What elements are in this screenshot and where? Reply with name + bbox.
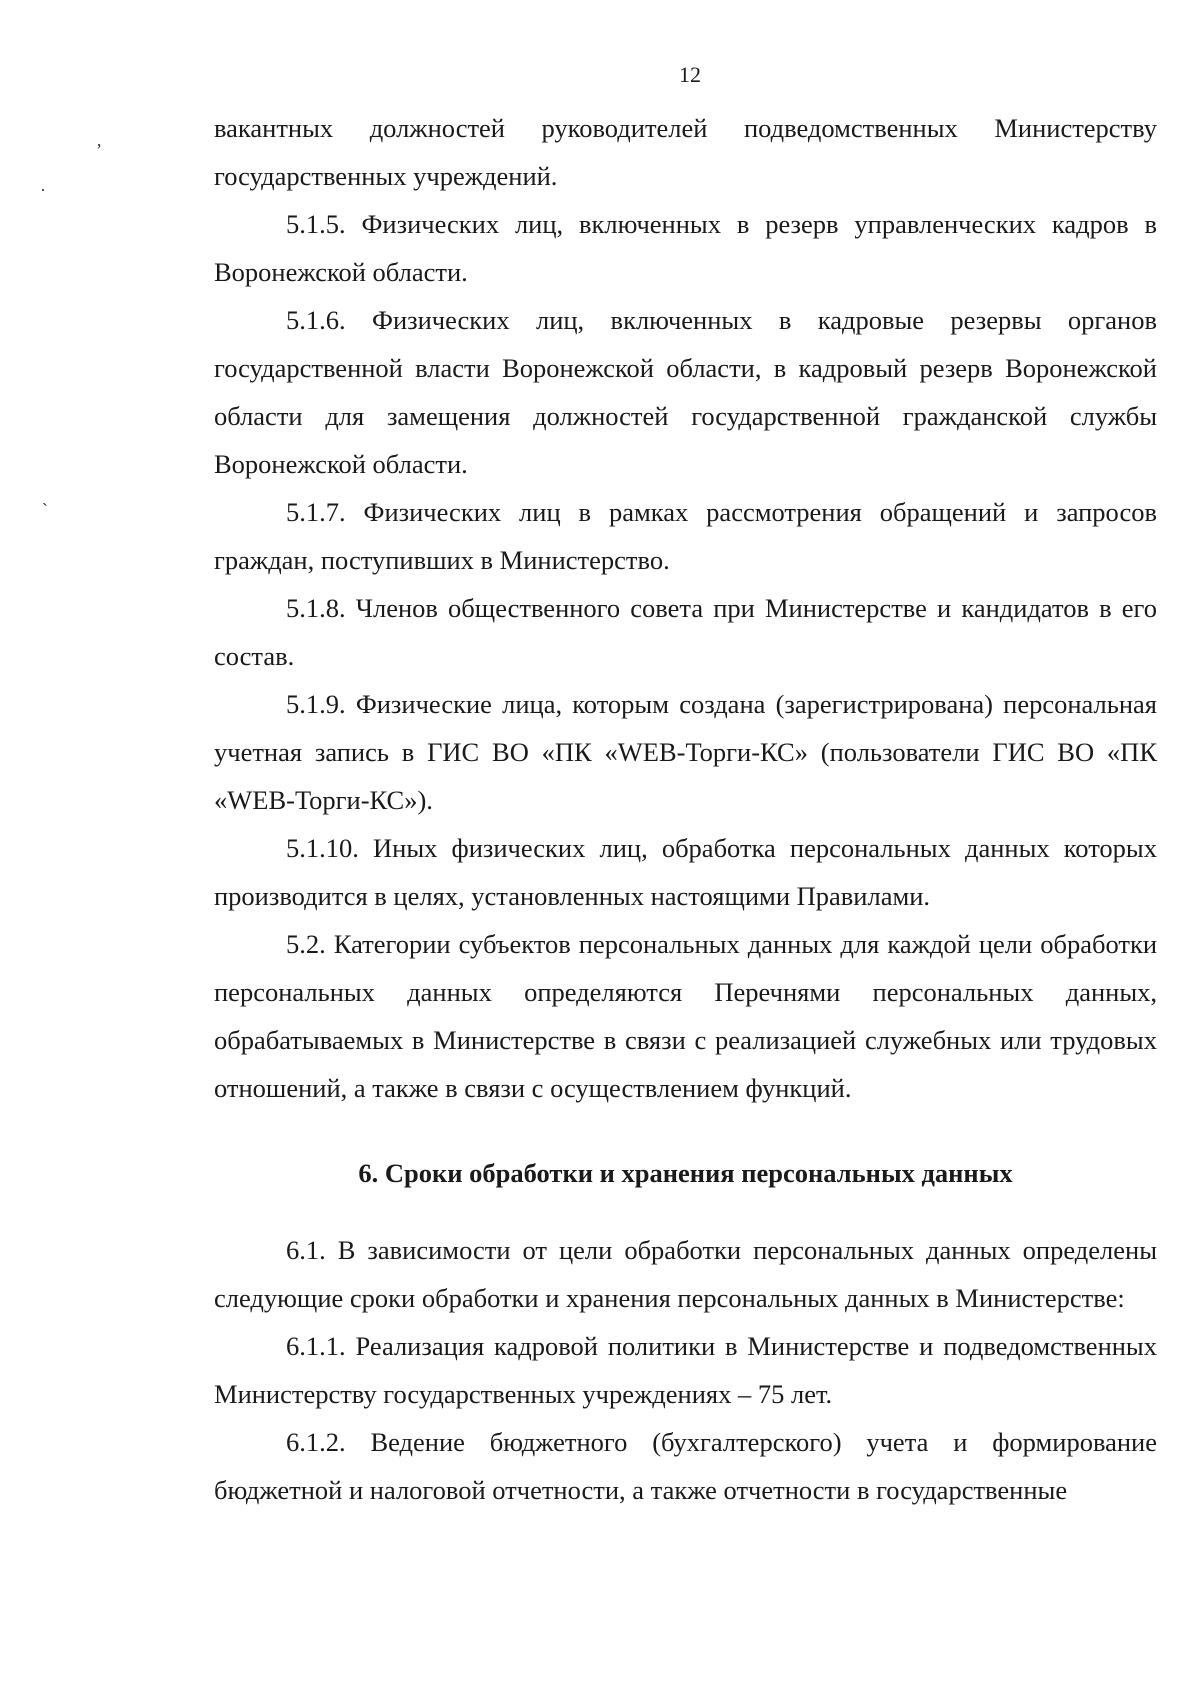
paragraph: 6.1.1. Реализация кадровой политики в Министерстве и подведомственных Министерству государственных учреждениях – 75 лет.	[214, 1331, 1157, 1409]
page-number: 12	[679, 62, 701, 87]
paragraph: 5.1.8. Членов общественного совета при Министерстве и кандидатов в его состав.	[214, 593, 1157, 671]
scan-speck: ʼ	[96, 140, 102, 160]
body-text-before	[214, 104, 1157, 1112]
paragraph: 5.1.9. Физические лица, которым создана (зарегистрирована) персональная учетная запись в ГИС ВО «ПК «WEB-Торги-КС» (пользователи ГИС ВО «ПК «WEB-Торги-КС»).	[214, 689, 1157, 815]
body-text-after	[214, 1226, 1157, 1514]
scan-speck: ·	[40, 180, 46, 200]
paragraph: 5.1.6. Физических лиц, включенных в кадровые резервы органов государственной власти Воронежской области, в кадровый резерв Воронежской области для замещения должностей государственной гражданской службы Воронежской области.	[214, 305, 1157, 479]
paragraph: 5.1.10. Иных физических лиц, обработка персональных данных которых производится в целях, установленных настоящими Правилами.	[214, 833, 1157, 911]
paragraph: вакантных должностей руководителей подведомственных Министерству государственных учреждений.	[214, 113, 1157, 191]
paragraph: 5.2. Категории субъектов персональных данных для каждой цели обработки персональных данных определяются Перечнями персональных данных, обрабатываемых в Министерстве в связи с реализацией служебных или трудовых отношений, а также в связи с осуществлением функций.	[214, 929, 1157, 1103]
paragraph: 6.1.2. Ведение бюджетного (бухгалтерского) учета и формирование бюджетной и налоговой отчетности, а также отчетности в государственные	[214, 1427, 1157, 1505]
paragraph: 5.1.7. Физических лиц в рамках рассмотрения обращений и запросов граждан, поступивших в Министерство.	[214, 497, 1157, 575]
paragraph: 6.1. В зависимости от цели обработки персональных данных определены следующие сроки обработки и хранения персональных данных в Министерстве:	[214, 1235, 1157, 1313]
scan-speck: `	[42, 500, 48, 520]
paragraph: 5.1.5. Физических лиц, включенных в резерв управленческих кадров в Воронежской области.	[214, 209, 1157, 287]
section-heading: 6. Сроки обработки и хранения персональных данных	[358, 1158, 1013, 1188]
